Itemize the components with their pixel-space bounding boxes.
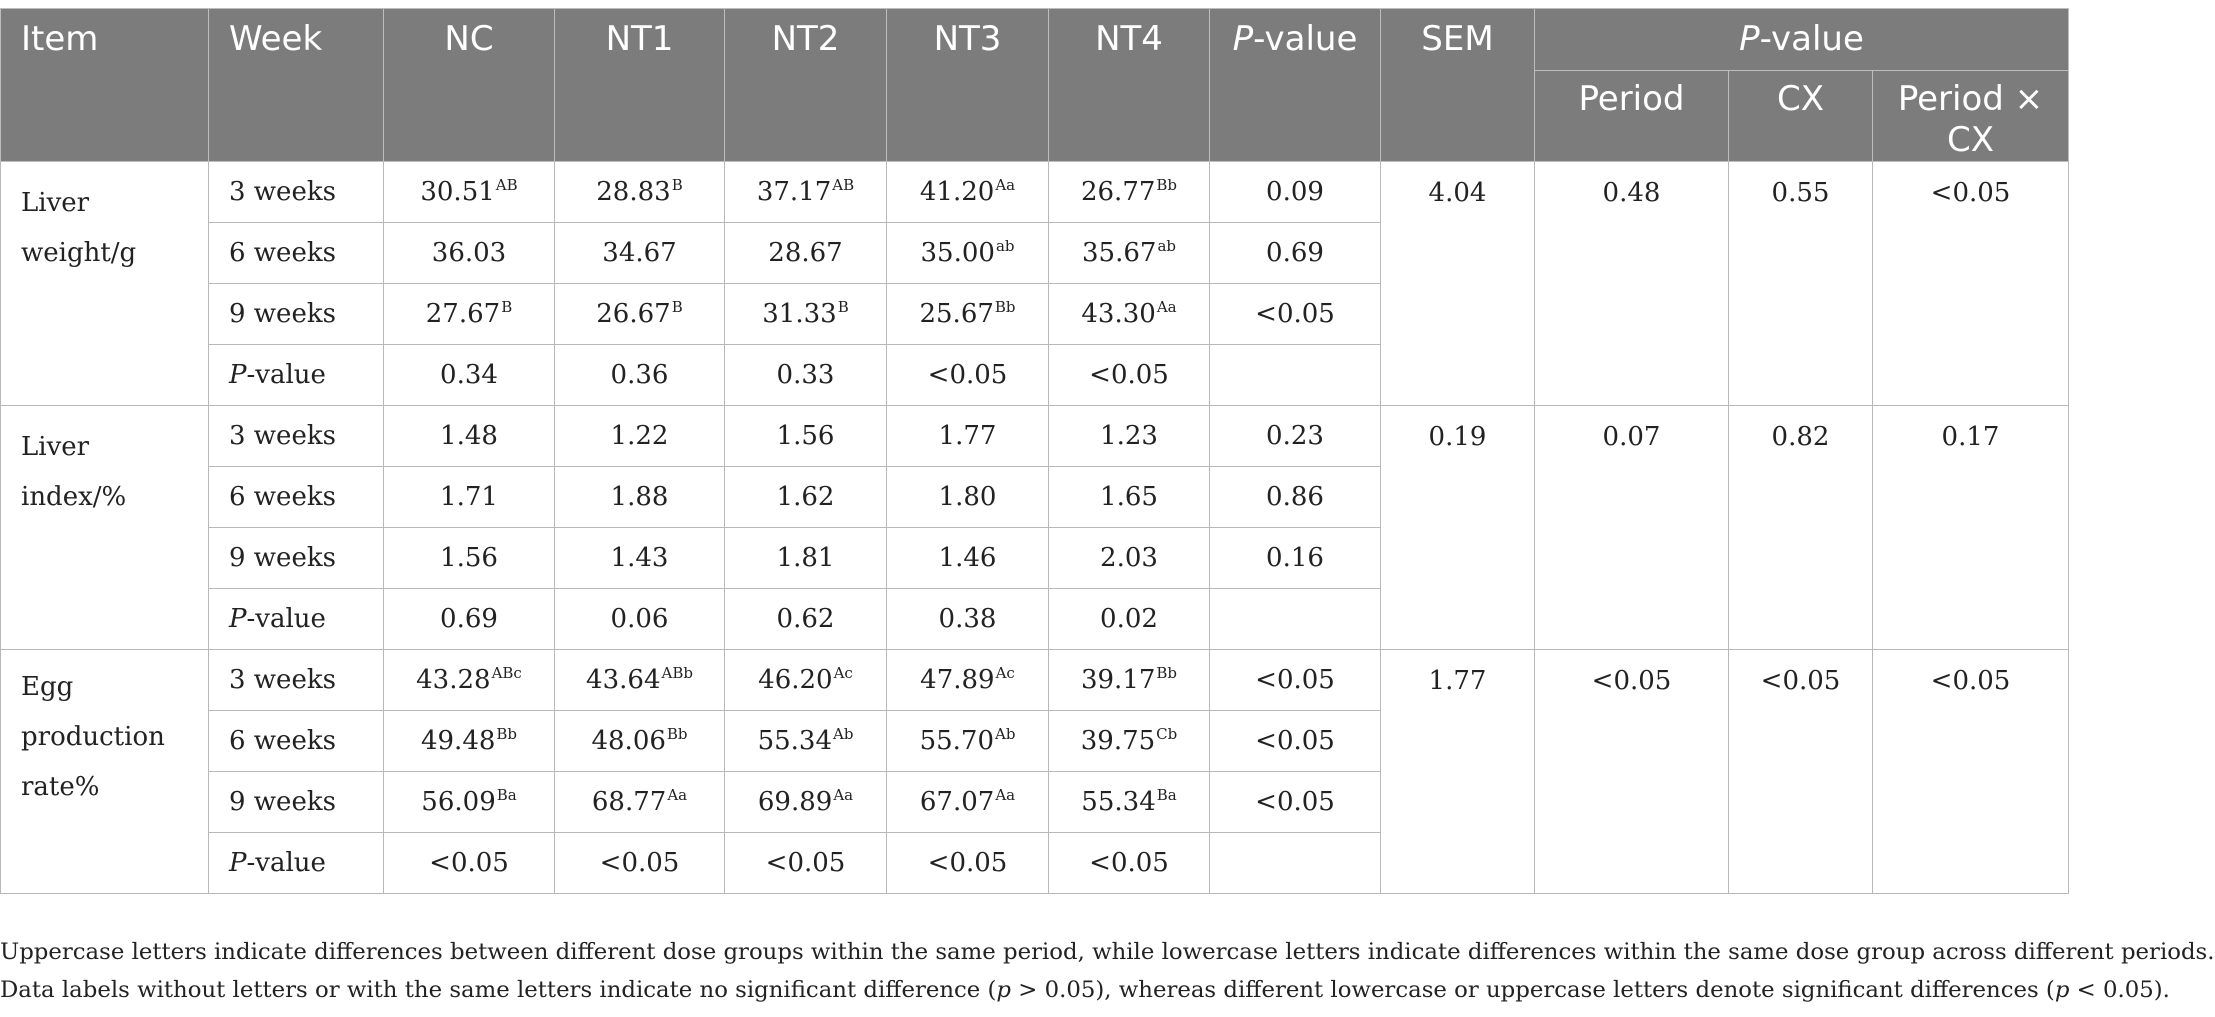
cell-value: 35.00 xyxy=(920,238,995,268)
value-cell xyxy=(725,284,887,345)
cell-value: 0.34 xyxy=(440,360,498,390)
p-value-cell xyxy=(1210,345,1381,406)
p-value-cell: <0.05 xyxy=(1210,284,1381,345)
cell-value: 1.46 xyxy=(938,543,997,573)
significance-letters: Aa xyxy=(667,786,688,804)
week-cell-text: 3 weeks xyxy=(229,665,336,695)
value-cell xyxy=(384,284,555,345)
item-label: Liver index/% xyxy=(1,406,209,650)
week-cell xyxy=(209,833,384,894)
p-value-cell xyxy=(1210,833,1381,894)
table-body xyxy=(1,162,2069,894)
period-p-cell: 0.07 xyxy=(1535,406,1729,650)
cell-value: <0.05 xyxy=(927,360,1008,390)
value-cell xyxy=(1049,223,1210,284)
value-cell xyxy=(887,345,1049,406)
cell-value: <0.05 xyxy=(1089,848,1169,878)
cell-value: 1.80 xyxy=(938,482,997,512)
table-row xyxy=(1,162,2069,223)
cell-value: 55.34 xyxy=(757,726,832,756)
value-cell xyxy=(1049,467,1210,528)
cell-value: 36.03 xyxy=(431,238,507,268)
value-cell xyxy=(887,223,1049,284)
cell-value: 26.77 xyxy=(1080,177,1156,207)
significance-letters: AB xyxy=(832,176,855,194)
significance-letters: B xyxy=(501,298,513,316)
value-cell xyxy=(555,711,725,772)
cell-value: 34.67 xyxy=(602,238,677,268)
value-cell xyxy=(725,162,887,223)
value-cell xyxy=(725,528,887,589)
value-cell xyxy=(887,772,1049,833)
week-cell xyxy=(209,589,384,650)
significance-letters: AB xyxy=(495,176,518,194)
value-cell xyxy=(725,467,887,528)
cell-value: 31.33 xyxy=(762,299,837,329)
results-table xyxy=(0,8,2069,894)
cell-value: 55.34 xyxy=(1081,787,1156,817)
significance-letters: Ac xyxy=(833,664,853,682)
significance-letters: Ba xyxy=(1156,786,1177,804)
week-cell-text: 6 weeks xyxy=(229,238,336,268)
period-x-cx-p-cell: <0.05 xyxy=(1873,650,2069,894)
cell-value: 25.67 xyxy=(919,299,994,329)
value-cell xyxy=(555,406,725,467)
item-label: Egg production rate% xyxy=(1,650,209,894)
footnote-p-symbol-1: p xyxy=(996,977,1012,1003)
value-cell xyxy=(384,223,555,284)
header-item: Item xyxy=(1,9,209,162)
period-p-cell: 0.48 xyxy=(1535,162,1729,406)
value-cell xyxy=(887,467,1049,528)
value-cell xyxy=(725,589,887,650)
value-cell xyxy=(1049,284,1210,345)
table-row xyxy=(1,406,2069,467)
p-value-cell: <0.05 xyxy=(1210,650,1381,711)
value-cell xyxy=(555,162,725,223)
header-p-value-rest: -value xyxy=(1253,19,1358,59)
period-x-cx-p-cell: <0.05 xyxy=(1873,162,2069,406)
week-cell xyxy=(209,284,384,345)
value-cell xyxy=(1049,772,1210,833)
week-cell-text: -value xyxy=(246,848,326,878)
value-cell xyxy=(725,406,887,467)
header-group-nt3: NT3 xyxy=(887,9,1049,162)
week-cell-text: 9 weeks xyxy=(229,543,336,573)
value-cell xyxy=(725,772,887,833)
week-cell xyxy=(209,467,384,528)
value-cell xyxy=(384,589,555,650)
value-cell xyxy=(384,833,555,894)
value-cell xyxy=(725,711,887,772)
value-cell xyxy=(384,406,555,467)
week-cell xyxy=(209,223,384,284)
value-cell xyxy=(384,772,555,833)
value-cell xyxy=(887,528,1049,589)
value-cell xyxy=(725,650,887,711)
value-cell xyxy=(1049,589,1210,650)
week-cell-text: -value xyxy=(246,360,326,390)
cell-value: 0.69 xyxy=(440,604,498,634)
week-cell-text: 6 weeks xyxy=(229,482,336,512)
cell-value: 39.75 xyxy=(1080,726,1156,756)
cell-value: 1.88 xyxy=(610,482,669,512)
significance-letters: Aa xyxy=(1156,298,1177,316)
sem-cell: 1.77 xyxy=(1381,650,1535,894)
week-cell-text: 9 weeks xyxy=(229,787,336,817)
significance-letters: B xyxy=(671,298,683,316)
significance-letters: Aa xyxy=(995,176,1016,194)
cell-value: 0.06 xyxy=(610,604,669,634)
significance-letters: Ac xyxy=(995,664,1015,682)
value-cell xyxy=(725,833,887,894)
cell-value: 55.70 xyxy=(919,726,994,756)
value-cell xyxy=(887,650,1049,711)
value-cell xyxy=(384,711,555,772)
value-cell xyxy=(555,528,725,589)
value-cell xyxy=(1049,345,1210,406)
cell-value: 37.17 xyxy=(756,177,832,207)
value-cell xyxy=(384,528,555,589)
value-cell xyxy=(384,345,555,406)
significance-letters: Ab xyxy=(995,725,1016,743)
header-p-value-group-rest: -value xyxy=(1759,19,1864,59)
value-cell xyxy=(887,162,1049,223)
value-cell xyxy=(1049,711,1210,772)
cell-value: 28.83 xyxy=(596,177,671,207)
significance-letters: Aa xyxy=(995,786,1016,804)
footnote-line-2-part-c: < 0.05). xyxy=(2069,977,2170,1003)
value-cell xyxy=(887,284,1049,345)
significance-letters: Bb xyxy=(1156,664,1178,682)
value-cell xyxy=(384,650,555,711)
cell-value: 47.89 xyxy=(920,665,995,695)
cell-value: 0.38 xyxy=(938,604,997,634)
cell-value: 0.36 xyxy=(610,360,669,390)
significance-letters: ab xyxy=(1157,237,1176,255)
significance-letters: Ab xyxy=(833,725,854,743)
value-cell xyxy=(887,833,1049,894)
value-cell xyxy=(555,284,725,345)
value-cell xyxy=(555,833,725,894)
cell-value: <0.05 xyxy=(599,848,680,878)
cell-value: <0.05 xyxy=(765,848,846,878)
item-label: Liver weight/g xyxy=(1,162,209,406)
significance-letters: Bb xyxy=(666,725,688,743)
header-group-nc: NC xyxy=(384,9,555,162)
cell-value: 30.51 xyxy=(420,177,495,207)
cell-value: <0.05 xyxy=(429,848,509,878)
value-cell xyxy=(1049,528,1210,589)
header-period: Period xyxy=(1535,71,1729,162)
value-cell xyxy=(887,589,1049,650)
cell-value: 0.33 xyxy=(776,360,835,390)
value-cell xyxy=(1049,650,1210,711)
cell-value: 26.67 xyxy=(596,299,671,329)
week-cell-text: 9 weeks xyxy=(229,299,336,329)
significance-letters: Cb xyxy=(1156,725,1178,743)
significance-letters: Bb xyxy=(496,725,518,743)
table-row xyxy=(1,650,2069,711)
cell-value: 41.20 xyxy=(919,177,995,207)
header-p-value-italic: P xyxy=(1232,19,1254,59)
cell-value: 43.28 xyxy=(416,665,491,695)
header-group-nt2: NT2 xyxy=(725,9,887,162)
header-group-nt1: NT1 xyxy=(555,9,725,162)
value-cell xyxy=(1049,162,1210,223)
significance-letters: B xyxy=(671,176,683,194)
week-cell xyxy=(209,345,384,406)
value-cell xyxy=(725,223,887,284)
cell-value: 39.17 xyxy=(1080,665,1156,695)
cell-value: 1.81 xyxy=(776,543,835,573)
week-cell-text: 6 weeks xyxy=(229,726,336,756)
cell-value: 1.23 xyxy=(1100,421,1158,451)
cell-value: 49.48 xyxy=(420,726,496,756)
value-cell xyxy=(887,711,1049,772)
cx-p-cell: 0.55 xyxy=(1729,162,1873,406)
sem-cell: 0.19 xyxy=(1381,406,1535,650)
period-p-cell: <0.05 xyxy=(1535,650,1729,894)
week-cell-italic: P xyxy=(229,848,247,878)
header-p-value-group-italic: P xyxy=(1739,19,1760,59)
p-value-cell: 0.16 xyxy=(1210,528,1381,589)
p-value-cell xyxy=(1210,589,1381,650)
value-cell xyxy=(1049,833,1210,894)
header-cx: CX xyxy=(1729,71,1873,162)
significance-letters: Bb xyxy=(994,298,1016,316)
week-cell xyxy=(209,162,384,223)
header-p-value-group xyxy=(1535,9,2069,71)
cell-value: 0.02 xyxy=(1100,604,1158,634)
cell-value: 56.09 xyxy=(421,787,496,817)
cell-value: 27.67 xyxy=(425,299,501,329)
cell-value: 46.20 xyxy=(758,665,833,695)
cx-p-cell: 0.82 xyxy=(1729,406,1873,650)
significance-letters: ABc xyxy=(491,664,522,682)
week-cell-text: -value xyxy=(246,604,326,634)
cx-p-cell: <0.05 xyxy=(1729,650,1873,894)
week-cell-italic: P xyxy=(229,360,247,390)
cell-value: 69.89 xyxy=(757,787,833,817)
cell-value: 1.65 xyxy=(1100,482,1158,512)
cell-value: <0.05 xyxy=(927,848,1008,878)
week-cell xyxy=(209,772,384,833)
footnote-line-2-part-a: Data labels without letters or with the same letters indicate no significant difference ( xyxy=(0,977,997,1003)
week-cell xyxy=(209,650,384,711)
cell-value: 1.77 xyxy=(938,421,997,451)
cell-value: 0.62 xyxy=(776,604,835,634)
p-value-cell: 0.69 xyxy=(1210,223,1381,284)
significance-letters: ab xyxy=(995,237,1015,255)
value-cell xyxy=(725,345,887,406)
significance-letters: ABb xyxy=(661,664,693,682)
sem-cell: 4.04 xyxy=(1381,162,1535,406)
week-cell xyxy=(209,528,384,589)
cell-value: 43.30 xyxy=(1081,299,1156,329)
footnote-p-symbol-2: p xyxy=(2054,977,2070,1003)
header-period-x-cx: Period × CX xyxy=(1873,71,2069,162)
p-value-cell: <0.05 xyxy=(1210,711,1381,772)
value-cell xyxy=(555,589,725,650)
footnote-line-2-part-b: > 0.05), whereas different lowercase or uppercase letters denote significant differences ( xyxy=(1011,977,2055,1003)
cell-value: 1.56 xyxy=(776,421,835,451)
header-p-value xyxy=(1210,9,1381,162)
cell-value: 43.64 xyxy=(586,665,661,695)
week-cell xyxy=(209,406,384,467)
cell-value: 67.07 xyxy=(919,787,995,817)
value-cell xyxy=(1049,406,1210,467)
week-cell xyxy=(209,711,384,772)
cell-value: 1.62 xyxy=(776,482,835,512)
p-value-cell: 0.09 xyxy=(1210,162,1381,223)
week-cell-text: 3 weeks xyxy=(229,421,336,451)
cell-value: 1.48 xyxy=(440,421,498,451)
cell-value: 1.56 xyxy=(440,543,498,573)
value-cell xyxy=(887,406,1049,467)
significance-letters: Bb xyxy=(1156,176,1178,194)
cell-value: 1.43 xyxy=(610,543,669,573)
header-week: Week xyxy=(209,9,384,162)
value-cell xyxy=(384,467,555,528)
cell-value: 68.77 xyxy=(591,787,667,817)
significance-letters: Ba xyxy=(496,786,517,804)
significance-letters: B xyxy=(837,298,849,316)
p-value-cell: <0.05 xyxy=(1210,772,1381,833)
table-footnote xyxy=(0,933,2215,1009)
cell-value: <0.05 xyxy=(1089,360,1169,390)
week-cell-italic: P xyxy=(229,604,247,634)
value-cell xyxy=(555,772,725,833)
value-cell xyxy=(555,467,725,528)
header-group-nt4: NT4 xyxy=(1049,9,1210,162)
value-cell xyxy=(555,345,725,406)
footnote-line-2 xyxy=(0,971,2170,1009)
period-x-cx-p-cell: 0.17 xyxy=(1873,406,2069,650)
cell-value: 1.22 xyxy=(610,421,669,451)
cell-value: 1.71 xyxy=(440,482,498,512)
value-cell xyxy=(384,162,555,223)
header-sem: SEM xyxy=(1381,9,1535,162)
week-cell-text: 3 weeks xyxy=(229,177,336,207)
cell-value: 48.06 xyxy=(591,726,666,756)
cell-value: 35.67 xyxy=(1082,238,1157,268)
p-value-cell: 0.86 xyxy=(1210,467,1381,528)
p-value-cell: 0.23 xyxy=(1210,406,1381,467)
cell-value: 2.03 xyxy=(1100,543,1158,573)
cell-value: 28.67 xyxy=(768,238,843,268)
value-cell xyxy=(555,223,725,284)
value-cell xyxy=(555,650,725,711)
significance-letters: Aa xyxy=(833,786,854,804)
footnote-line-1: Uppercase letters indicate differences between different dose groups within the same period, while lowercase letters indicate differences within the same dose group across different periods. xyxy=(0,939,2215,965)
